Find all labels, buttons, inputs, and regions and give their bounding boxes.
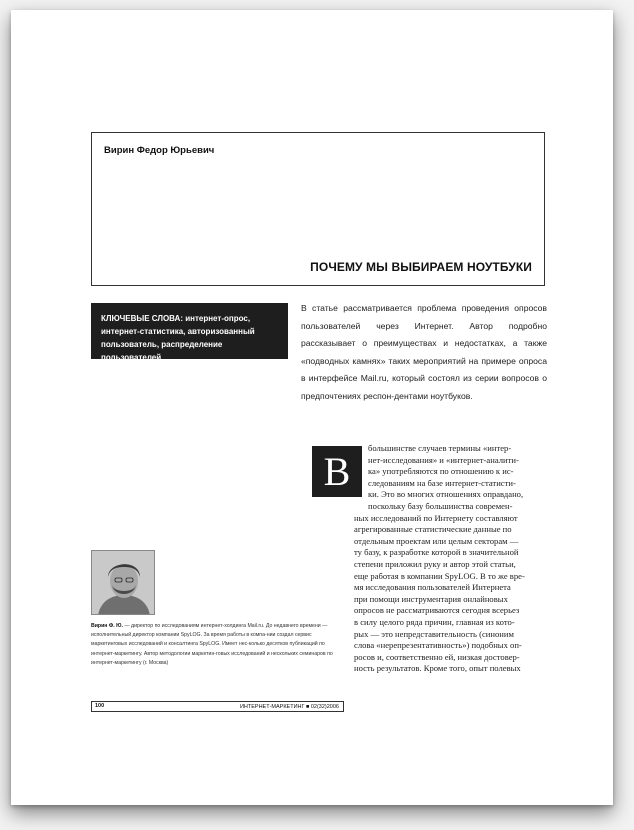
body-line: рых — это непредставительность (синоним bbox=[354, 628, 514, 639]
body-line: нет-исследования» и «интернет-аналити- bbox=[368, 454, 519, 465]
body-text bbox=[354, 443, 548, 675]
body-line: большинстве случаев термины «интер- bbox=[368, 443, 512, 453]
body-line: следованиям на базе интернет-статисти- bbox=[368, 477, 516, 488]
body-line: мя исследования пользователей Интернета bbox=[354, 582, 511, 593]
author-portrait-icon bbox=[92, 551, 155, 615]
keywords-box: КЛЮЧЕВЫЕ СЛОВА: интернет-опрос, интернет-статистика, авторизованный пользователь, распределение пользователей bbox=[91, 303, 288, 359]
magazine-issue: ИНТЕРНЕТ-МАРКЕТИНГ ■ 02(32)2006 bbox=[239, 703, 339, 710]
bio-name: Вирин Ф. Ю. bbox=[91, 623, 123, 629]
article-header bbox=[91, 132, 545, 286]
author-bio bbox=[91, 622, 341, 668]
body-line: ность результатов. Кроме того, опыт полевых bbox=[354, 663, 521, 674]
magazine-page bbox=[11, 10, 613, 805]
body-line: агрегированные статистические данные по bbox=[354, 524, 512, 535]
bio-text: — директор по исследованиям интернет-холдинга Mail.ru. До недавнего времени — исполнительный директор компании SpyLOG. За время работы в компа-нии создал сервис маркетинговых исследований и консалтинга SpyLOG. Имеет нес-колько десятков публикаций по интернет-маркетингу. Автор методологии маркетин-говых исследований и нескольких семинаров по интернет-маркетингу (г. Москва) bbox=[91, 623, 333, 666]
page-number: 100 bbox=[95, 703, 105, 709]
body-line: степени приложил руку и автор этой статьи, bbox=[354, 558, 516, 569]
body-line: при помощи инструментария онлайновых bbox=[354, 593, 508, 604]
body-line: опросов не рассматриваются сегодня всерьез bbox=[354, 605, 520, 616]
body-line: отдельным проектам или целым секторам — bbox=[354, 535, 519, 546]
author-photo bbox=[91, 550, 155, 615]
body-line: росов и, соответственно ей, низкая достовер- bbox=[354, 651, 520, 662]
body-line: ка» употребляются по отношению к ис- bbox=[368, 466, 514, 477]
author-name: Вирин Федор Юрьевич bbox=[104, 145, 215, 156]
body-line: ту базу, к разработке которой в значительной bbox=[354, 547, 519, 558]
body-line: поскольку базу большинства современ- bbox=[368, 500, 513, 511]
body-line: ных исследований по Интернету составляют bbox=[354, 512, 518, 523]
article-title: ПОЧЕМУ МЫ ВЫБИРАЕМ НОУТБУКИ bbox=[310, 260, 532, 274]
body-line: еще работая в компании SpyLOG. В то же вре- bbox=[354, 570, 525, 581]
page-footer bbox=[91, 701, 344, 712]
body-line: слова «нерепрезентативность») подобных оп- bbox=[354, 640, 522, 651]
body-line: ки. Это во многих отношениях оправдано, bbox=[368, 489, 524, 500]
abstract-text: В статье рассматривается проблема проведения опросов пользователей через Интернет. Автор подробно рассказывает о преимуществах и недостатках, а также «подводных камнях» таких мероприятий на примере опроса в интерфейсе Mail.ru, который состоял из серии вопросов о предпочтениях респон-дентами ноутбуков. bbox=[301, 303, 547, 401]
body-line: в силу целого ряда причин, главная из кото- bbox=[354, 616, 515, 627]
drop-cap: В bbox=[312, 446, 362, 497]
